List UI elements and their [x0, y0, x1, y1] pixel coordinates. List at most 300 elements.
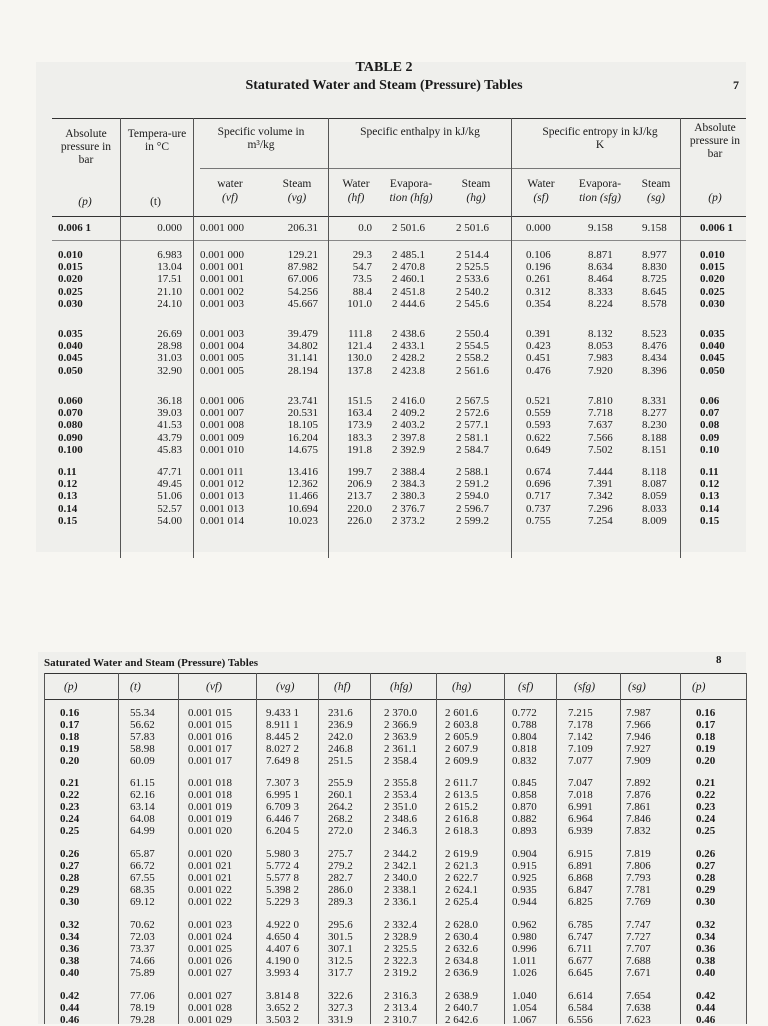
cell-sf: 0.106 [526, 249, 551, 261]
cell-hfg: 2 438.6 [392, 328, 425, 340]
subheader-hg-b: (hg) [466, 192, 486, 204]
cell-sf: 0.915 [512, 860, 537, 872]
cell-hfg: 2 344.2 [384, 848, 417, 860]
cell-vg: 11.466 [288, 490, 318, 503]
cell-hg: 2 615.2 [445, 801, 478, 813]
cell-hfg: 2 370.0 [384, 707, 417, 719]
cell-vg: 28.194 [287, 364, 318, 377]
cell-vf: 0.001 029 [188, 1014, 232, 1026]
cell-p2: 0.19 [696, 743, 716, 755]
cell-sf: 1.011 [512, 955, 537, 967]
cell-sf: 0.521 [526, 395, 551, 407]
col-divider [746, 673, 747, 1024]
cell-t: 68.35 [130, 884, 155, 896]
cell-hg: 2 640.7 [445, 1002, 478, 1014]
cell-vg: 6.995 1 [266, 789, 299, 801]
cell-p2: 0.17 [696, 719, 716, 731]
column-header: (vf) [206, 681, 222, 693]
cell-sf: 0.818 [512, 743, 537, 755]
cell-p: 0.38 [60, 955, 80, 967]
column-header: (hf) [334, 681, 351, 693]
subheader-hfg-a: Evapora- [389, 178, 433, 190]
cell-sf: 0.870 [512, 801, 537, 813]
cell-vf: 0.001 023 [188, 919, 232, 931]
column-header: (t) [130, 681, 141, 693]
cell-vf: 0.001 018 [188, 789, 232, 801]
cell-p2: 0.34 [696, 931, 716, 943]
cell-hfg: 2 433.1 [392, 340, 425, 353]
cell-vg: 54.256 [287, 285, 318, 298]
cell-hfg: 2 397.8 [392, 431, 425, 444]
cell-p: 0.080 [58, 419, 83, 432]
cell-p2: 0.18 [696, 731, 716, 743]
cell-hf: 272.0 [328, 825, 353, 837]
cell-vg: 8.911 1 [266, 719, 299, 731]
cell-hg: 2 638.9 [445, 990, 478, 1002]
cell-p: 0.18 [60, 731, 80, 743]
cell-t: 56.62 [130, 719, 155, 731]
cell-vf: 0.001 021 [188, 860, 232, 872]
cell-sfg: 6.747 [568, 931, 593, 943]
subheader-sg-a: Steam [641, 178, 671, 190]
cell-hfg: 2 460.1 [392, 273, 425, 286]
cell-hfg: 2 336.1 [384, 896, 417, 908]
cell-t: 58.98 [130, 743, 155, 755]
cell-hf: 286.0 [328, 884, 353, 896]
cell-sfg: 7.047 [568, 777, 593, 789]
cell-hg: 2 628.0 [445, 919, 478, 931]
cell-hg: 2 607.9 [445, 743, 478, 755]
cell-hf: 111.8 [348, 328, 372, 340]
cell-hfg: 2 358.4 [384, 755, 417, 767]
cell-hg: 2 611.7 [445, 777, 478, 789]
cell-hg: 2 618.3 [445, 825, 478, 837]
subheader-sfg-a: Evapora- [578, 178, 622, 190]
cell-sg: 8.118 [642, 466, 667, 478]
col-divider [680, 118, 681, 558]
cell-hfg: 2 451.8 [392, 285, 425, 298]
col-divider [318, 673, 319, 1024]
cell-vf: 0.001 017 [188, 743, 232, 755]
cell-p2: 0.23 [696, 801, 716, 813]
cell-sg: 8.645 [642, 285, 667, 298]
header-specific-enthalpy: Specific enthalpy in kJ/kg [360, 126, 480, 138]
cell-p2: 0.21 [696, 777, 716, 789]
cell-p: 0.36 [60, 943, 80, 955]
cell-vf: 0.001 014 [200, 514, 244, 527]
cell-p2: 0.24 [696, 813, 716, 825]
cell-hg: 2 605.9 [445, 731, 478, 743]
cell-hg: 2 601.6 [445, 707, 478, 719]
cell-t: 57.83 [130, 731, 155, 743]
cell-hfg: 2 373.2 [392, 514, 425, 527]
cell-hfg: 2 416.0 [392, 395, 425, 407]
cell-p2: 0.30 [696, 896, 716, 908]
cell-p2: 0.20 [696, 755, 716, 767]
cell-vg: 5.577 8 [266, 872, 299, 884]
cell-p: 0.24 [60, 813, 80, 825]
cell-p: 0.29 [60, 884, 80, 896]
cell-p2: 0.32 [696, 919, 716, 931]
column-header: (p) [692, 681, 706, 693]
column-header: (hfg) [390, 681, 413, 693]
cell-t: 21.10 [157, 285, 182, 298]
cell-vg: 3.652 2 [266, 1002, 299, 1014]
cell-p2: 0.040 [700, 340, 725, 353]
cell-p2: 0.015 [700, 261, 725, 274]
cell-hfg: 2 325.5 [384, 943, 417, 955]
cell-sf: 1.054 [512, 1002, 537, 1014]
subheader-hf-b: (hf) [347, 192, 365, 204]
cell-vg: 6.446 7 [266, 813, 299, 825]
cell-t: 72.03 [130, 931, 155, 943]
cell-sf: 0.882 [512, 813, 537, 825]
cell-hf: 173.9 [347, 419, 372, 432]
subheader-sg-b: (sg) [647, 192, 665, 204]
cell-p: 0.30 [60, 896, 80, 908]
cell-hg: 2 609.9 [445, 755, 478, 767]
cell-vf: 0.001 025 [188, 943, 232, 955]
cell-p: 0.16 [60, 707, 80, 719]
header-abs-pressure: Absolute pressure in bar [60, 128, 112, 166]
cell-sfg: 6.645 [568, 967, 593, 979]
cell-hf: 183.3 [347, 431, 372, 444]
cell-hg: 2 594.0 [456, 490, 489, 503]
cell-hg: 2 572.6 [456, 407, 489, 420]
cell-p2: 0.020 [700, 273, 725, 286]
cell-hf: 312.5 [328, 955, 353, 967]
cell-p2: 0.40 [696, 967, 716, 979]
cell-t: 74.66 [130, 955, 155, 967]
cell-sfg: 7.178 [568, 719, 593, 731]
cell-sfg: 7.142 [568, 731, 593, 743]
cell-hf: 264.2 [328, 801, 353, 813]
cell-sf: 1.067 [512, 1014, 537, 1026]
cell-vf: 0.001 020 [188, 825, 232, 837]
cell-hg: 2 596.7 [456, 502, 489, 515]
cell-p: 0.12 [58, 478, 78, 491]
cell-p: 0.030 [58, 297, 83, 310]
cell-sf: 0.312 [526, 285, 551, 298]
cell-sg: 7.707 [626, 943, 651, 955]
cell-sf: 0.944 [512, 896, 537, 908]
cell-p: 0.25 [60, 825, 80, 837]
cell-vg: 6.709 3 [266, 801, 299, 813]
cell-vf: 0.001 006 [200, 395, 244, 407]
cell-hg: 2 619.9 [445, 848, 478, 860]
cell-p2: 0.010 [700, 249, 725, 261]
cell-vf: 0.001 015 [188, 719, 232, 731]
cell-hf: 236.9 [328, 719, 353, 731]
cell-t: 66.72 [130, 860, 155, 872]
col-divider [120, 118, 121, 558]
cell-hf: 213.7 [347, 490, 372, 503]
cell-t: 26.69 [157, 328, 182, 340]
first-row-hg: 2 501.6 [456, 222, 489, 234]
cell-vf: 0.001 005 [200, 352, 244, 365]
cell-hg: 2 636.9 [445, 967, 478, 979]
cell-sg: 8.188 [642, 431, 667, 444]
cell-hf: 206.9 [347, 478, 372, 491]
cell-t: 60.09 [130, 755, 155, 767]
cell-t: 52.57 [157, 502, 182, 515]
cell-hg: 2 624.1 [445, 884, 478, 896]
cell-vg: 5.398 2 [266, 884, 299, 896]
cell-hfg: 2 444.6 [392, 297, 425, 310]
cell-sfg: 6.711 [568, 943, 593, 955]
cell-hfg: 2 403.2 [392, 419, 425, 432]
cell-hfg: 2 470.8 [392, 261, 425, 274]
cell-vg: 14.675 [287, 443, 318, 456]
cell-hf: 88.4 [352, 285, 372, 298]
cell-sf: 0.804 [512, 731, 537, 743]
cell-hfg: 2 388.4 [392, 466, 425, 478]
cell-vg: 67.006 [287, 273, 318, 286]
cell-vf: 0.001 026 [188, 955, 232, 967]
cell-hf: 289.3 [328, 896, 353, 908]
cell-sg: 7.654 [626, 990, 651, 1002]
cell-sfg: 7.391 [588, 478, 613, 491]
cell-hg: 2 561.6 [456, 364, 489, 377]
cell-vf: 0.001 018 [188, 777, 232, 789]
cell-hfg: 2 319.2 [384, 967, 417, 979]
cell-vf: 0.001 027 [188, 990, 232, 1002]
cell-vf: 0.001 028 [188, 1002, 232, 1014]
cell-p: 0.14 [58, 502, 78, 515]
col-divider [620, 673, 621, 1024]
subheader-sf-a: Water [527, 178, 555, 190]
cell-sfg: 7.077 [568, 755, 593, 767]
cell-p: 0.020 [58, 273, 83, 286]
col-divider [178, 673, 179, 1024]
cell-hfg: 2 313.4 [384, 1002, 417, 1014]
cell-hf: 54.7 [352, 261, 372, 274]
header-temperature: Tempera-ure in °C [127, 128, 187, 153]
col-divider [256, 673, 257, 1024]
cell-vf: 0.001 012 [200, 478, 244, 491]
cell-sfg: 7.810 [588, 395, 613, 407]
cell-vg: 10.023 [287, 514, 318, 527]
cell-sf: 0.451 [526, 352, 551, 365]
cell-hf: 255.9 [328, 777, 353, 789]
cell-vg: 5.229 3 [266, 896, 299, 908]
cell-sg: 8.476 [642, 340, 667, 353]
cell-sg: 8.009 [642, 514, 667, 527]
subheader-sf-b: (sf) [533, 192, 549, 204]
cell-hf: 279.2 [328, 860, 353, 872]
cell-p2: 0.46 [696, 1014, 716, 1026]
page-number: 7 [733, 78, 739, 92]
cell-sg: 7.927 [626, 743, 651, 755]
cell-sg: 7.688 [626, 955, 651, 967]
cell-p2: 0.08 [700, 419, 720, 432]
cell-hf: 307.1 [328, 943, 353, 955]
cell-hf: 101.0 [347, 297, 372, 310]
cell-p: 0.035 [58, 328, 83, 340]
col-divider [193, 118, 194, 558]
cell-p2: 0.36 [696, 943, 716, 955]
subheader-hg-a: Steam [461, 178, 491, 190]
cell-sg: 7.623 [626, 1014, 651, 1026]
cell-hf: 317.7 [328, 967, 353, 979]
cell-t: 6.983 [157, 249, 182, 261]
cell-p2: 0.035 [700, 328, 725, 340]
cell-sg: 8.830 [642, 261, 667, 274]
top-rule [52, 118, 746, 119]
cell-sg: 8.578 [642, 297, 667, 310]
cell-hfg: 2 355.8 [384, 777, 417, 789]
cell-p2: 0.13 [700, 490, 720, 503]
cell-sf: 1.040 [512, 990, 537, 1002]
first-row-hfg: 2 501.6 [392, 222, 425, 234]
cell-p: 0.46 [60, 1014, 80, 1026]
cell-vf: 0.001 002 [200, 285, 244, 298]
cell-hg: 2 545.6 [456, 297, 489, 310]
cell-p2: 0.06 [700, 395, 720, 407]
cell-vg: 45.667 [287, 297, 318, 310]
cell-sg: 7.638 [626, 1002, 651, 1014]
cell-p2: 0.050 [700, 364, 725, 377]
cell-sg: 8.087 [642, 478, 667, 491]
cell-p: 0.060 [58, 395, 83, 407]
cell-sf: 0.476 [526, 364, 551, 377]
cell-p2: 0.12 [700, 478, 720, 491]
cell-p: 0.025 [58, 285, 83, 298]
cell-sg: 8.151 [642, 443, 667, 456]
cell-p: 0.32 [60, 919, 80, 931]
cell-t: 55.34 [130, 707, 155, 719]
col-divider [118, 673, 119, 1024]
cell-sfg: 7.254 [588, 514, 613, 527]
cell-vg: 4.190 0 [266, 955, 299, 967]
cell-sfg: 6.584 [568, 1002, 593, 1014]
cell-vf: 0.001 013 [200, 502, 244, 515]
cell-hf: 191.8 [347, 443, 372, 456]
cell-hfg: 2 338.1 [384, 884, 417, 896]
table-title: Staturated Water and Steam (Pressure) Tables [245, 78, 523, 93]
cell-hg: 2 642.6 [445, 1014, 478, 1026]
cell-sf: 0.354 [526, 297, 551, 310]
cell-sfg: 6.556 [568, 1014, 593, 1026]
cell-hfg: 2 380.3 [392, 490, 425, 503]
cell-sg: 8.059 [642, 490, 667, 503]
cell-t: 78.19 [130, 1002, 155, 1014]
cell-sfg: 6.915 [568, 848, 593, 860]
cell-hg: 2 613.5 [445, 789, 478, 801]
cell-hf: 121.4 [347, 340, 372, 353]
cell-sfg: 6.677 [568, 955, 593, 967]
column-header: (vg) [276, 681, 295, 693]
cell-hf: 137.8 [347, 364, 372, 377]
cell-vg: 16.204 [287, 431, 318, 444]
cell-t: 61.15 [130, 777, 155, 789]
cell-p: 0.40 [60, 967, 80, 979]
cell-vf: 0.001 004 [200, 340, 244, 353]
cell-p: 0.045 [58, 352, 83, 365]
column-header: (sg) [628, 681, 646, 693]
subheader-p-right: (p) [708, 192, 722, 204]
cell-sfg: 8.053 [588, 340, 613, 353]
first-row-sg: 9.158 [642, 222, 667, 234]
cell-sg: 7.966 [626, 719, 651, 731]
cell-hfg: 2 328.9 [384, 931, 417, 943]
cell-sfg: 8.132 [588, 328, 613, 340]
cell-p: 0.26 [60, 848, 80, 860]
cell-sfg: 6.614 [568, 990, 593, 1002]
cell-hf: 29.3 [352, 249, 372, 261]
cell-hf: 260.1 [328, 789, 353, 801]
cell-p2: 0.045 [700, 352, 725, 365]
cell-hg: 2 634.8 [445, 955, 478, 967]
first-row-vg: 206.31 [287, 222, 318, 234]
cell-hfg: 2 366.9 [384, 719, 417, 731]
cell-sfg: 7.444 [588, 466, 613, 478]
cell-vf: 0.001 013 [200, 490, 244, 503]
cell-vf: 0.001 007 [200, 407, 244, 420]
col-divider [511, 118, 512, 558]
cell-hg: 2 577.1 [456, 419, 489, 432]
cell-sfg: 6.785 [568, 919, 593, 931]
cell-hf: 231.6 [328, 707, 353, 719]
cell-hf: 331.9 [328, 1014, 353, 1026]
cell-p2: 0.42 [696, 990, 716, 1002]
cell-t: 45.83 [157, 443, 182, 456]
cell-vf: 0.001 022 [188, 884, 232, 896]
cell-sfg: 7.342 [588, 490, 613, 503]
top-rule [44, 673, 746, 674]
cell-sg: 7.832 [626, 825, 651, 837]
cell-sg: 7.793 [626, 872, 651, 884]
cell-sg: 8.331 [642, 395, 667, 407]
cell-sf: 0.196 [526, 261, 551, 274]
subheader-rule [200, 168, 680, 169]
col-divider [370, 673, 371, 1024]
cell-p2: 0.22 [696, 789, 716, 801]
cell-vf: 0.001 019 [188, 801, 232, 813]
cell-p: 0.090 [58, 431, 83, 444]
cell-p: 0.21 [60, 777, 80, 789]
cell-vg: 8.445 2 [266, 731, 299, 743]
cell-hg: 2 599.2 [456, 514, 489, 527]
cell-hfg: 2 384.3 [392, 478, 425, 491]
cell-sfg: 7.502 [588, 443, 613, 456]
cell-sf: 0.423 [526, 340, 551, 353]
cell-sg: 7.987 [626, 707, 651, 719]
cell-sg: 8.725 [642, 273, 667, 286]
subheader-hf-a: Water [342, 178, 370, 190]
cell-sfg: 6.991 [568, 801, 593, 813]
cell-p: 0.015 [58, 261, 83, 274]
cell-sfg: 6.964 [568, 813, 593, 825]
cell-vf: 0.001 017 [188, 755, 232, 767]
cell-p: 0.44 [60, 1002, 80, 1014]
cell-sfg: 7.566 [588, 431, 613, 444]
cell-sg: 7.946 [626, 731, 651, 743]
cell-sf: 0.980 [512, 931, 537, 943]
cell-vf: 0.001 000 [200, 249, 244, 261]
cell-sfg: 8.464 [588, 273, 613, 286]
cell-sg: 8.434 [642, 352, 667, 365]
header-rule [44, 699, 746, 700]
cell-vg: 3.503 2 [266, 1014, 299, 1026]
cell-p2: 0.26 [696, 848, 716, 860]
header-specific-entropy: Specific entropy in kJ/kg K [542, 126, 658, 151]
cell-p: 0.23 [60, 801, 80, 813]
subheader-t: (t) [150, 196, 161, 208]
cell-vg: 5.772 4 [266, 860, 299, 872]
cell-sg: 7.876 [626, 789, 651, 801]
first-row-vf: 0.001 000 [200, 222, 244, 234]
